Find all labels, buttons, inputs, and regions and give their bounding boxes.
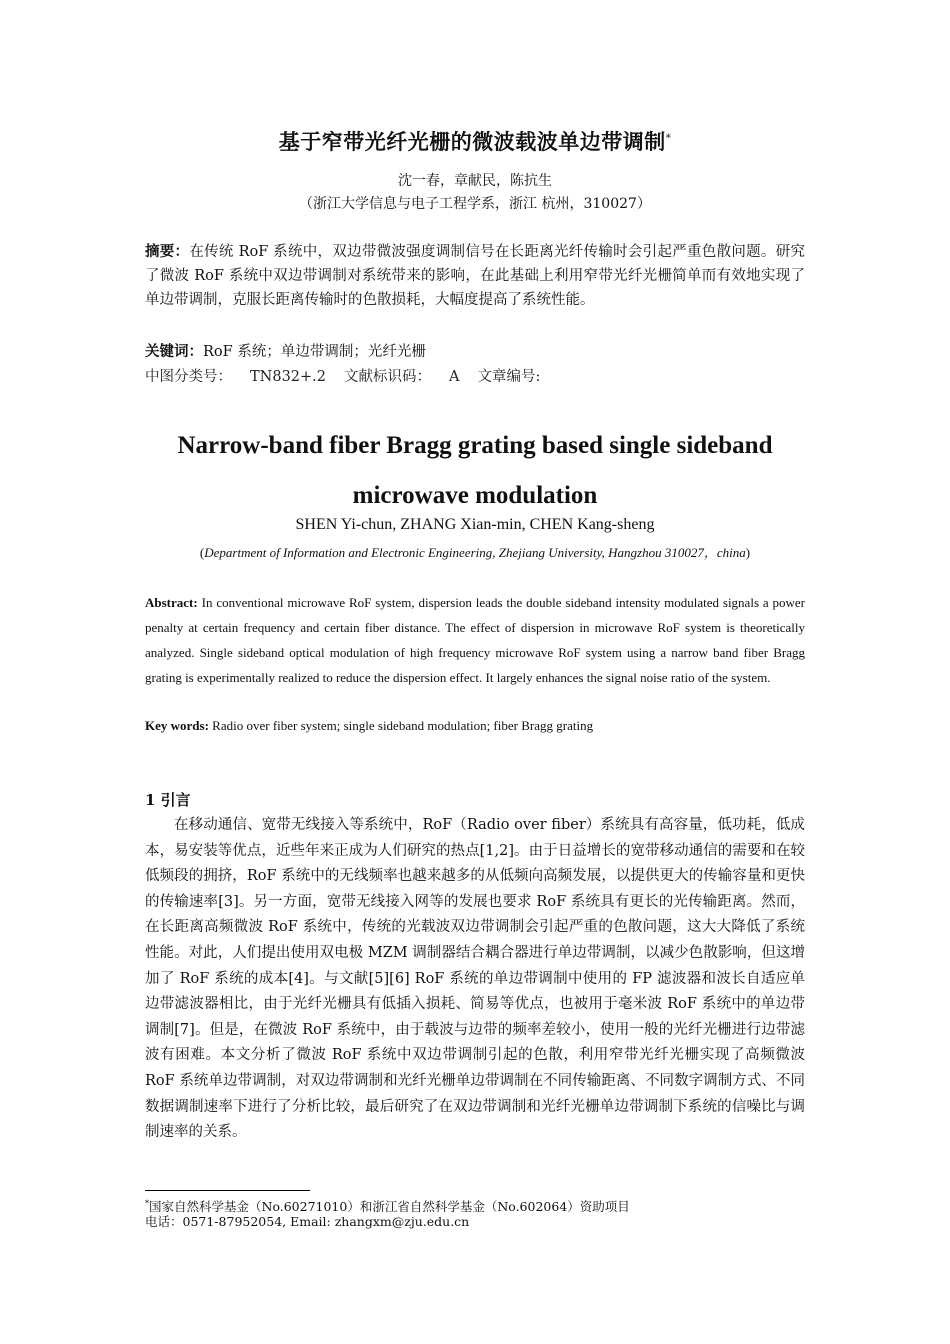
classification-line <box>145 365 805 389</box>
english-title: Narrow-band fiber Bragg grating based single sideband microwave modulation <box>177 432 773 509</box>
english-keywords-text: Radio over fiber system; single sideband modulation; fiber Bragg grating <box>212 718 594 733</box>
english-affiliation-text: Department of Information and Electronic Engineering, Zhejiang University, Hangzhou 310027，china <box>204 545 746 560</box>
section-heading: 1 引言 <box>145 791 191 809</box>
english-affiliation: (Department of Information and Electronic Engineering, Zhejiang University, Hangzhou 310027，china) <box>199 545 751 560</box>
footnote-divider <box>145 1190 310 1191</box>
chinese-abstract-label: 摘要： <box>145 243 190 260</box>
english-keywords-label: Key words: <box>145 718 209 733</box>
english-abstract-text: In conventional microwave RoF system, dispersion leads the double sideband intensity modulated signals a power penalty at certain frequency and certain fiber distance. The effect of dispersion in microwave RoF system is theoretically analyzed. Single sideband optical modulation of high frequency microwave RoF system using a narrow band fiber Bragg grating is experimentally realized to reduce the dispersion effect. It largely enhances the signal noise ratio of the system. <box>145 595 806 685</box>
english-authors: SHEN Yi-chun, ZHANG Xian-min, CHEN Kang-sheng <box>295 516 655 533</box>
doc-code-label: 文献标识码： <box>344 369 432 385</box>
english-abstract <box>145 590 805 690</box>
footnote-funding-text: 国家自然科学基金（No.60271010）和浙江省自然科学基金（No.602064）资助项目 <box>149 1199 630 1215</box>
chinese-title <box>145 126 805 156</box>
chinese-authors: 沈一春，章献民，陈抗生 <box>398 173 552 189</box>
classification-label: 中图分类号： <box>145 369 232 385</box>
chinese-keywords-label: 关键词： <box>145 343 203 360</box>
article-number-label: 文章编号: <box>477 369 541 385</box>
english-abstract-label: Abstract: <box>145 595 198 610</box>
footnote-mark: * <box>145 1199 149 1208</box>
doc-code-value: A <box>449 369 460 385</box>
footnote-contact: 电话：0571-87952054, Email: zhangxm@zju.edu.cn <box>145 1214 470 1229</box>
chinese-abstract <box>145 240 805 312</box>
classification-value: TN832+.2 <box>250 369 327 385</box>
chinese-affiliation: （浙江大学信息与电子工程学系，浙江 杭州，310027） <box>299 196 651 212</box>
chinese-abstract-text: 在传统 RoF 系统中，双边带微波强度调制信号在长距离光纤传输时会引起严重色散问题。研究了微波 RoF 系统中双边带调制对系统带来的影响，在此基础上利用窄带光纤光栅简单而有效地实现了单边带调制，克服长距离传输时的色散损耗，大幅度提高了系统性能。 <box>145 244 805 308</box>
title-footnote-mark: * <box>665 133 672 144</box>
chinese-title-text: 基于窄带光纤光栅的微波载波单边带调制 <box>278 129 666 154</box>
section-body: 在移动通信、宽带无线接入等系统中，RoF（Radio over fiber）系统具有高容量，低功耗，低成本，易安装等优点，近些年来正成为人们研究的热点[1,2]。由于日益增长的宽带移动通信的需要和在较低频段的拥挤，RoF 系统中的无线频率也越来越多的从低频向高频发展，以提供更大的传输容量和更快的传输速率[3]。另一方面，宽带无线接入网等的发展也要求 RoF 系统具有更长的光传输距离。然而，在长距离高频微波 RoF 系统中，传统的光载波双边带调制会引起严重的色散问题，这大大降低了系统性能。对此，人们提出使用双电极 MZM 调制器结合耦合器进行单边带调制，以减少色散影响，但这增加了 RoF 系统的成本[4]。与文献[5][6] RoF 系统的单边带调制中使用的 FP 滤波器和波长自适应单边带滤波器相比，由于光纤光栅具有低插入损耗、简易等优点，也被用于毫米波 RoF 系统中的单边带调制[7]。但是，在微波 RoF 系统中，由于载波与边带的频率差较小，使用一般的光纤光栅进行边带滤波有困难。本文分析了微波 RoF 系统中双边带调制引起的色散，利用窄带光纤光栅实现了高频微波 RoF 系统单边带调制，对双边带调制和光纤光栅单边带调制在不同传输距离、不同数字调制方式、不同数据调制速率下进行了分析比较，最后研究了在双边带调制和光纤光栅单边带调制下系统的信噪比与调制速率的关系。 <box>145 817 805 1141</box>
chinese-keywords-text: RoF 系统；单边带调制；光纤光栅 <box>203 344 426 360</box>
chinese-keywords <box>145 340 805 364</box>
english-keywords <box>145 713 805 738</box>
